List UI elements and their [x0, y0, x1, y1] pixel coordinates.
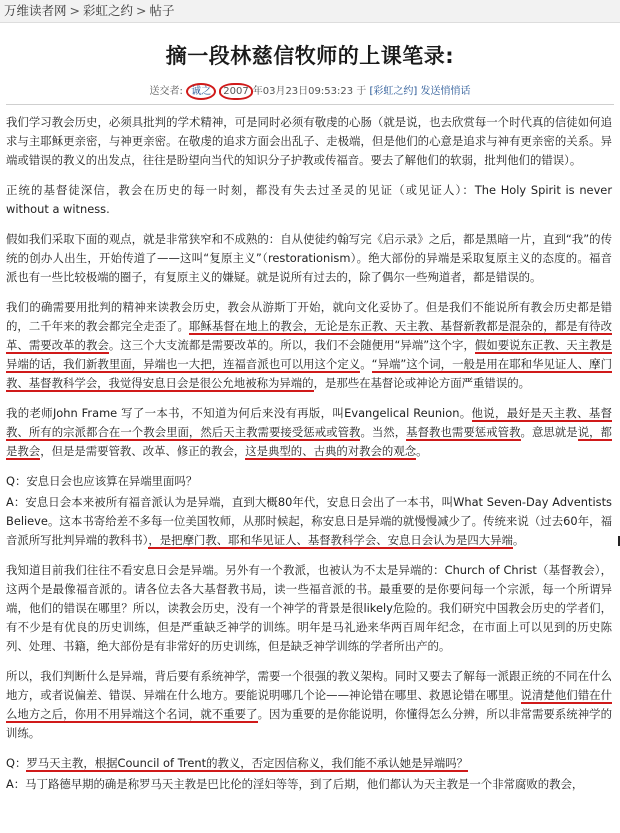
paragraph [6, 667, 612, 743]
post-content [6, 113, 612, 805]
text: 。 [512, 533, 525, 547]
underlined-text: 他说，最好是天主教、基督教、所有的宗派都合在一个教会里面，然后天主教需要接受惩戒或管教 [6, 406, 612, 439]
meta-prefix: 送交者: [149, 86, 183, 97]
text: 。 [360, 357, 372, 371]
paragraph: 假如我们采取下面的观点，就是非常狭窄和不成熟的：自从使徒约翰写完《启示录》之后，都是黑暗一片，直到“我”的传统的创办人出生，开始传道了——这叫“复原主义”（restorationism）。绝大部份的异端是采取复原主义的态度的。福音派也有一些比较极端的圈子，有复原主义的嫌疑。就是说所有过去的，除了偶尔一些殉道者，都是错误的。 [6, 232, 612, 284]
answer: A：马丁路德早期的确是称罗马天主教是巴比伦的淫妇等等，到了后期，他们都认为天主教是一个非常腐败的教会， [6, 777, 584, 791]
post-title: 摘一段林慈信牧师的上课笔录: [165, 44, 455, 68]
forum-link[interactable]: [彩虹之约] [369, 86, 418, 97]
post-meta [0, 82, 620, 97]
underlined-text: 说，都是教会 [6, 425, 612, 458]
breadcrumb-current-page: 帖子 [149, 3, 175, 18]
text: 。当然， [360, 425, 407, 439]
post-date: 年03月23日09:53:23 [252, 86, 354, 97]
breadcrumb-separator: > [69, 3, 80, 18]
send-message-link[interactable]: 发送悄悄话 [420, 86, 471, 97]
text: ，但是是需要管教、改革、修正的教会， [40, 444, 246, 458]
breadcrumb-separator: > [136, 3, 147, 18]
breadcrumb-site-link[interactable]: 万维读者网 [4, 3, 67, 18]
question [6, 754, 612, 773]
text: 所以，我们判断什么是异端，背后要有系统神学，需要一个很强的教义架构。同时又要去了解每一派跟正统的不同在什么地方，或者说偏差、错误、异端在什么地方。要能说明哪几个论——神论错在哪里、救恩论错在哪里。 [6, 669, 612, 702]
text: Q： [6, 756, 27, 770]
paragraph: 我们学习教会历史，必须具批判的学术精神，可是同时必须有敬虔的心肠（就是说，也去欣赏每一个时代真的信徒如何追求与主耶稣更亲密，与神更亲密。在敬虔的追求方面会出乱子、走极端，但是他们的心意是追求与神有更亲密的关系。异端或错误的教义的出发点，往往是盼望向当代的知识分子护教或传福音。要去了解他们的软弱，批判他们的错误）。 [6, 115, 612, 167]
author-name[interactable]: 诚之 [191, 86, 212, 97]
text: A：安息日会本来被所有福音派认为是异端，直到大概80年代，安息日会出了一本书，叫What Seven-Day Adventists Believe。这本书寄给差不多每一位美国牧师，从那时候起，称安息日是异端的就慢慢减少了。传统来说（过去60年，福音派所写批判异端的教科书） [6, 495, 612, 547]
paragraph: 我知道目前我们往往不看安息日会是异端。另外有一个教派，也被认为不太是异端的：Church of Christ（基督教会），这两个是最像福音派的。请各位去各大基督教书局，读一些福音派的书。最重要的是你要问每一个宗派，每一个所谓异端，他们的错误在哪里？所以，读教会历史，没有一个神学的背景是很likely危险的。我们研究中国教会历史的学者们，有不少是有优良的历史训练，但是严重缺乏神学的训练。明年是马礼逊来华两百周年纪念，在市面上可以见到的历史陈列、处理、书籍，绝大部份是有非常好的历史训练，但是缺乏神学训练的学者所出产的。 [6, 563, 612, 653]
underlined-text: 基督教也需要惩戒管教 [406, 425, 521, 439]
underlined-text: 这是典型的、古典的对教会的观念 [245, 444, 417, 458]
paragraph: 正统的基督徒深信，教会在历史的每一时刻，都没有失去过圣灵的见证（或见证人）：The Holy Spirit is never without a witness. [6, 183, 612, 216]
text: 。意思就是 [520, 425, 578, 439]
underlined-text: 耶稣基督在地上的教会，无论是东正教、天主教、基督新教都是混杂的，都是有待改革、需要改革的教会 [6, 319, 612, 352]
underlined-text: 说清楚他们错在什么地方之后，你用不用异端这个名词，就不重要了 [6, 688, 612, 721]
breadcrumb [0, 0, 620, 23]
meta-to: 于 [356, 86, 367, 97]
text: 。 [416, 444, 428, 458]
divider [6, 104, 614, 105]
text: 我的老师John Frame 写了一本书，不知道为何后来没有再版，叫Evangelical Reunion。 [6, 406, 472, 420]
text: 。这三个大支流都是需要改革的。所以，我们不会随便用“异端”这个字， [108, 338, 475, 352]
answer [6, 493, 612, 550]
paragraph [6, 298, 612, 393]
post-year: 2007 [219, 83, 252, 100]
text: 我们的确需要用批判的精神来读教会历史，教会从游斯丁开始，就向文化妥协了。但是我们不能说所有教会历史都是错的，二千年来的教会都完全走歪了。 [6, 300, 612, 333]
text: 。因为重要的是你能说明，你懂得怎么分辨，所以非常需要系统神学的训练。 [6, 707, 612, 740]
underlined-text: ，是把摩门教、耶和华见证人、基督教科学会、安息日会认为是四大异端 [148, 533, 513, 547]
underlined-text: 罗马天主教，根据Council of Trent的教义，否定因信称义，我们能不承认她是异端吗？ [26, 756, 469, 770]
underlined-text: 假如要说东正教、天主教是异端的话，我们新教里面，异端也一大把，连福音派也可以用这个定义 [6, 338, 612, 371]
breadcrumb-forum-link[interactable]: 彩虹之约 [83, 3, 134, 18]
text: ，是那些在基督论或神论方面严重错误的。 [313, 376, 530, 390]
question: Q：安息日会也应该算在异端里面吗？ [6, 474, 198, 488]
underlined-text: “异端”这个词，一般是用在耶和华见证人、摩门教、基督教科学会，我觉得安息日会是很公允地被称为异端的 [6, 357, 612, 390]
author-link[interactable] [186, 83, 216, 100]
paragraph [6, 404, 612, 461]
